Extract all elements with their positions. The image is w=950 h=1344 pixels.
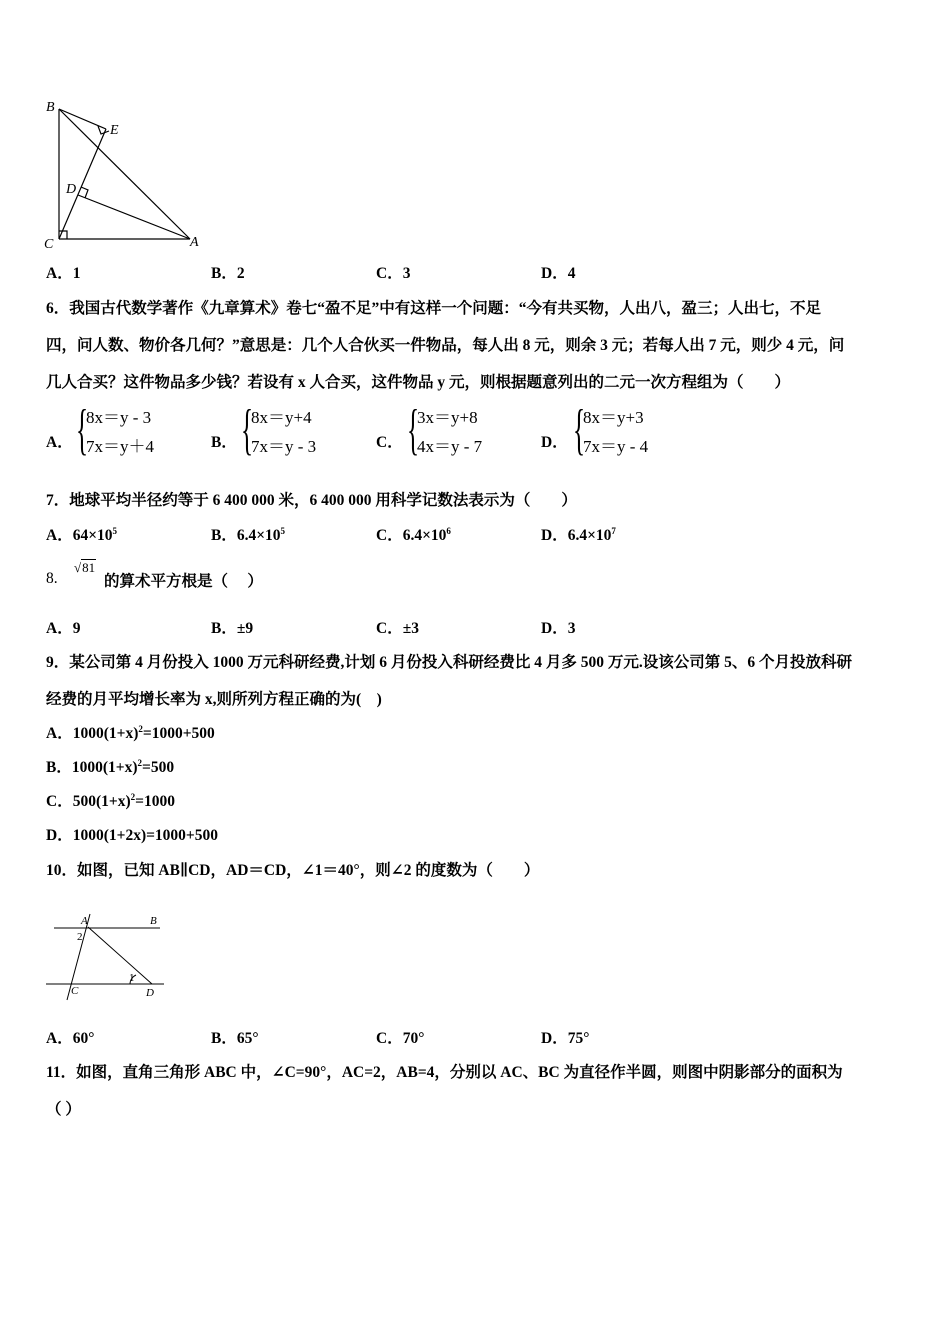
q7-option-c-base: C．6.4×10 (376, 527, 447, 544)
q6-option-d-label[interactable]: D． (541, 434, 568, 451)
q10-stem: 10．如图，已知 AB∥CD，AD＝CD，∠1＝40°，则∠2 的度数为（ ） (46, 862, 540, 879)
q7-option-d-exp: 7 (611, 525, 616, 536)
q6-option-d-eq1: 8x＝y+3 (583, 408, 644, 427)
q5-option-a[interactable]: A．1 (46, 265, 81, 282)
q6-stem-line1: 6．我国古代数学著作《九章算术》卷七“盈不足”中有这样一个问题：“今有共买物，人出八，盈三；人出七，不足 (46, 300, 822, 317)
q5-option-c[interactable]: C．3 (376, 265, 411, 282)
q9-option-a-post: =1000+500 (142, 725, 215, 742)
q9-option-a[interactable] (46, 721, 215, 743)
brace-icon: { (241, 399, 254, 461)
q7-option-a-exp: 5 (112, 525, 118, 536)
q10-parallel-lines-figure (42, 905, 172, 1005)
q6-option-b-eq1: 8x＝y+4 (251, 408, 312, 427)
q10-label-angle2: 2 (77, 931, 83, 943)
q5-label-e: E (110, 123, 119, 138)
q10-option-d[interactable]: D．75° (541, 1030, 590, 1047)
q7-option-a[interactable] (46, 523, 117, 545)
q8-prefix: 8. (46, 570, 58, 587)
q7-option-d[interactable] (541, 523, 616, 545)
brace-icon: { (76, 399, 89, 461)
q9-option-d[interactable] (46, 823, 218, 845)
q7-option-c-exp: 6 (446, 525, 451, 536)
q8-option-b[interactable]: B．±9 (211, 620, 254, 637)
q9-option-b-post: =500 (142, 759, 175, 776)
q11-stem-line2: （ ） (46, 1101, 81, 1118)
q11-stem-line1: 11．如图，直角三角形 ABC 中，∠C=90°，AC=2，AB=4，分别以 AC、BC 为直径作半圆，则图中阴影部分的面积为 (46, 1064, 843, 1081)
q10-option-c[interactable]: C．70° (376, 1030, 425, 1047)
q5-triangle-figure (40, 92, 210, 252)
q9-option-c[interactable] (46, 789, 175, 811)
q9-option-b[interactable] (46, 755, 174, 777)
q7-option-b-exp: 5 (280, 525, 286, 536)
q5-label-a: A (190, 235, 199, 250)
q5-option-b[interactable]: B．2 (211, 265, 245, 282)
q6-option-d-eq2: 7x＝y - 4 (583, 437, 649, 456)
q6-option-a-system[interactable] (76, 399, 186, 461)
q7-stem: 7．地球平均半径约等于 6 400 000 米，6 400 000 用科学记数法表示为（ ） (46, 492, 577, 509)
q5-option-d[interactable]: D．4 (541, 265, 576, 282)
q9-option-c-pre: C．500(1+x) (46, 793, 131, 810)
q10-option-b[interactable]: B．65° (211, 1030, 259, 1047)
q6-stem-line2: 四，问人数、物价各几何？”意思是：几个人合伙买一件物品，每人出 8 元，则余 3 元；若每人出 7 元，则少 4 元，问 (46, 337, 845, 354)
q8-option-d[interactable]: D．3 (541, 620, 576, 637)
q9-option-c-exp: 2 (130, 791, 136, 802)
q8-stem-rest: 的算术平方根是（ ） (104, 573, 263, 590)
q9-option-a-exp: 2 (138, 723, 143, 734)
q9-option-d-pre: D．1000(1+2x)=1000+500 (46, 827, 219, 844)
q6-option-c-system[interactable] (407, 399, 517, 461)
q10-label-c: C (71, 985, 79, 997)
q8-option-a[interactable]: A．9 (46, 620, 81, 637)
q9-option-c-post: =1000 (135, 793, 175, 810)
q6-option-a-eq1: 8x＝y - 3 (86, 408, 152, 427)
q8-sqrt-expression (74, 560, 96, 576)
q6-stem-line3: 几人合买？这件物品多少钱？若设有 x 人合买，这件物品 y 元，则根据题意列出的二元一次方程组为（ ） (46, 374, 791, 391)
q6-option-a-label[interactable]: A． (46, 434, 73, 451)
q7-option-d-base: D．6.4×10 (541, 527, 612, 544)
q8-radicand: 81 (82, 560, 96, 575)
q6-option-c-eq1: 3x＝y+8 (417, 408, 478, 427)
sqrt-icon: √ (74, 560, 82, 575)
q10-label-d: D (146, 987, 154, 999)
q5-label-c: C (44, 237, 54, 252)
q7-option-c[interactable] (376, 523, 451, 545)
q10-label-angle1: 1 (129, 972, 135, 984)
q5-label-b: B (46, 100, 55, 115)
q6-option-c-label[interactable]: C． (376, 434, 403, 451)
q10-label-b: B (150, 915, 157, 927)
q6-option-c-eq2: 4x＝y - 7 (417, 437, 483, 456)
q9-option-b-exp: 2 (137, 757, 142, 768)
q8-option-c[interactable]: C．±3 (376, 620, 419, 637)
q9-stem-line1: 9．某公司第 4 月份投入 1000 万元科研经费,计划 6 月份投入科研经费比 4 月多 500 万元.设该公司第 5、6 个月投放科研 (46, 654, 853, 671)
q5-label-d: D (66, 182, 77, 197)
q10-option-a[interactable]: A．60° (46, 1030, 95, 1047)
q7-option-b[interactable] (211, 523, 285, 545)
brace-icon: { (573, 399, 586, 461)
q9-option-a-pre: A．1000(1+x) (46, 725, 139, 742)
q6-option-b-label[interactable]: B． (211, 434, 237, 451)
q9-stem-line2: 经费的月平均增长率为 x,则所列方程正确的为( ) (46, 691, 382, 708)
q10-label-a: A (81, 915, 88, 927)
brace-icon: { (407, 399, 420, 461)
q6-option-b-system[interactable] (241, 399, 351, 461)
q6-option-d-system[interactable] (573, 399, 683, 461)
q9-option-b-pre: B．1000(1+x) (46, 759, 138, 776)
q7-option-b-base: B．6.4×10 (211, 527, 281, 544)
q6-option-b-eq2: 7x＝y - 3 (251, 437, 317, 456)
q7-option-a-base: A．64×10 (46, 527, 113, 544)
q6-option-a-eq2: 7x＝y＋4 (86, 437, 154, 456)
